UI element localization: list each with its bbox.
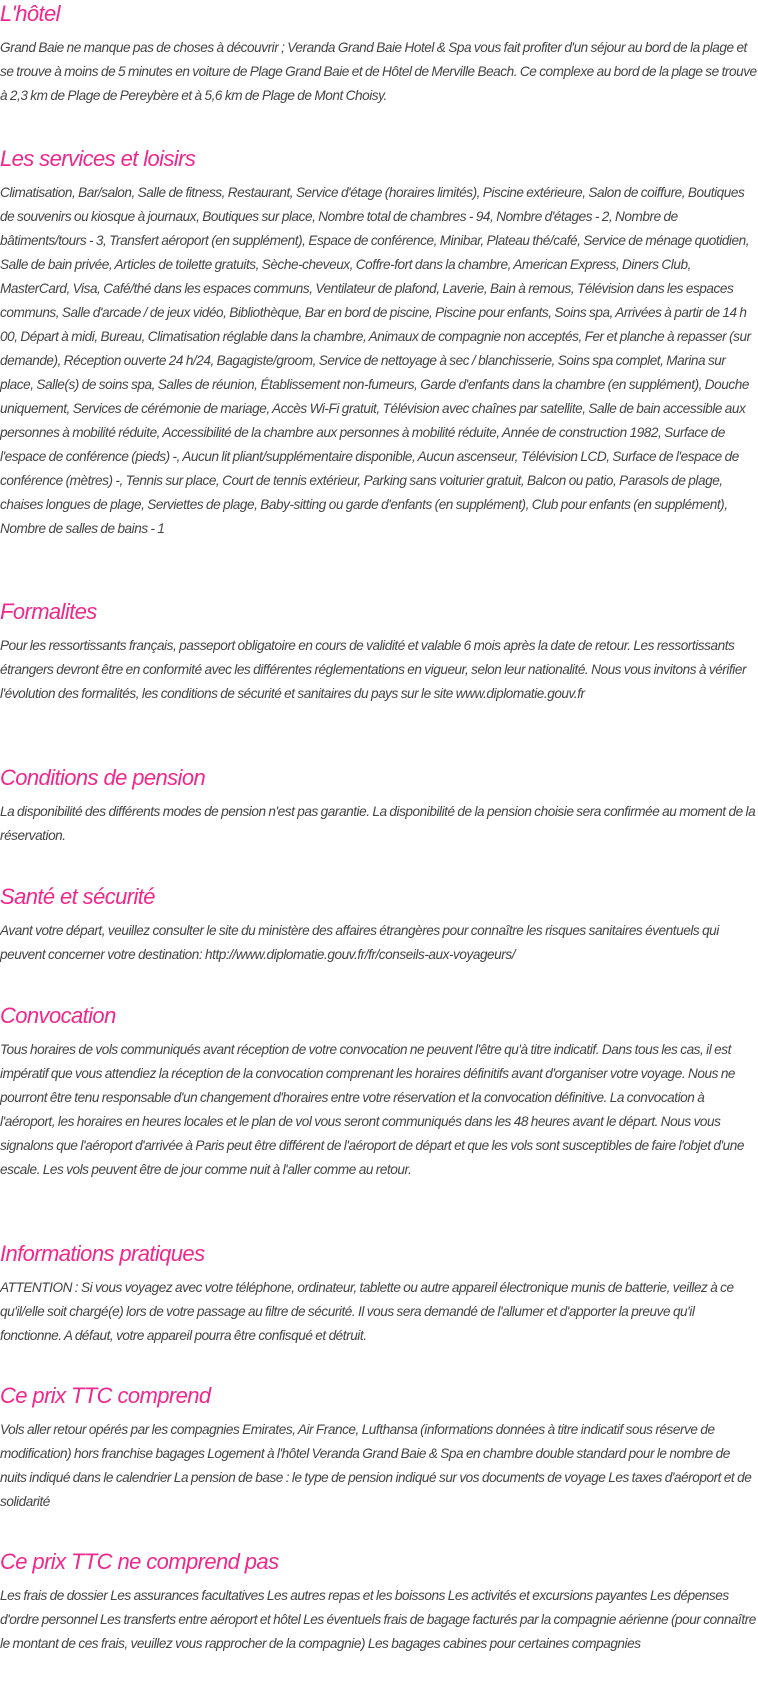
section-sante-securite (0, 883, 758, 967)
section-title: Conditions de pension (0, 765, 206, 790)
section-prix-ne-comprend-pas (0, 1548, 758, 1656)
section-hotel (0, 0, 758, 108)
section-informations-pratiques (0, 1240, 758, 1348)
section-formalites (0, 598, 758, 706)
section-conditions-pension (0, 764, 758, 848)
section-body: Tous horaires de vols communiqués avant réception de votre convocation ne peuvent l'être qu'à titre indicatif. Dans tous les cas, il est impératif que vous attendiez la réception de la convocation comprenant les horaires définitifs avant d'organiser votre voyage. Nous ne pourront être tenu responsable d'un changement d'horaires entre votre réservation et la convocation définitive. La convocation à l'aéroport, les horaires en heures locales et le plan de vol vous seront communiqués dans les 48 heures avant le départ. Nous vous signalons que l'aéroport d'arrivée à Paris peut être différent de l'aéroport de départ et que les vols sont susceptibles de faire l'objet d'une escale. Les vols peuvent être de jour comme nuit à l'aller comme au retour. (0, 1042, 744, 1177)
section-body: La disponibilité des différents modes de pension n'est pas garantie. La disponibilité de la pension choisie sera confirmée au moment de la réservation. (0, 804, 756, 843)
section-title: Ce prix TTC comprend (0, 1383, 211, 1408)
section-body: Pour les ressortissants français, passeport obligatoire en cours de validité et valable 6 mois après la date de retour. Les ressortissants étrangers devront être en conformité avec les différentes réglementations en vigueur, selon leur nationalité. Nous vous invitons à vérifier l'évolution des formalités, les conditions de sécurité et sanitaires du pays sur le site www.diplomatie.gouv.fr (0, 638, 747, 701)
section-title: Ce prix TTC ne comprend pas (0, 1549, 279, 1574)
section-title: L'hôtel (0, 1, 60, 26)
section-body: Grand Baie ne manque pas de choses à découvrir ; Veranda Grand Baie Hotel & Spa vous fait profiter d'un séjour au bord de la plage et se trouve à moins de 5 minutes en voiture de Plage Grand Baie et de Hôtel de Merville Beach. Ce complexe au bord de la plage se trouve à 2,3 km de Plage de Pereybère et à 5,6 km de Plage de Mont Choisy. (0, 40, 757, 103)
section-body: Les frais de dossier Les assurances facultatives Les autres repas et les boissons Les activités et excursions payantes Les dépenses d'ordre personnel Les transferts entre aéroport et hôtel Les éventuels frais de bagage facturés par la compagnie aérienne (pour connaître le montant de ces frais, veuillez vous rapprocher de la compagnie) Les bagages cabines pour certaines compagnies (0, 1588, 756, 1651)
section-body: ATTENTION : Si vous voyagez avec votre téléphone, ordinateur, tablette ou autre appareil électronique munis de batterie, veillez à ce qu'il/elle soit chargé(e) lors de votre passage au filtre de sécurité. Il vous sera demandé de l'allumer et d'apporter la preuve qu'il fonctionne. A défaut, votre appareil pourra être confisqué et détruit. (0, 1280, 734, 1343)
section-title: Santé et sécurité (0, 884, 155, 909)
section-body: Vols aller retour opérés par les compagnies Emirates, Air France, Lufthansa (informations données à titre indicatif sous réserve de modification) hors franchise bagages Logement à l'hôtel Veranda Grand Baie & Spa en chambre double standard pour le nombre de nuits indiqué dans le calendrier La pension de base : le type de pension indiqué sur vos documents de voyage Les taxes d'aéroport et de solidarité (0, 1422, 752, 1509)
section-convocation (0, 1002, 758, 1182)
section-body: Avant votre départ, veuillez consulter le site du ministère des affaires étrangères pour connaître les risques sanitaires éventuels qui peuvent concerner votre destination: http://www.diplomatie.gouv.fr/fr/conseils-aux-voyageurs/ (0, 923, 719, 962)
section-body: Climatisation, Bar/salon, Salle de fitness, Restaurant, Service d'étage (horaires limités), Piscine extérieure, Salon de coiffure, Boutiques de souvenirs ou kiosque à journaux, Boutiques sur place, Nombre total de chambres - 94, Nombre d'étages - 2, Nombre de bâtiments/tours - 3, Transfert aéroport (en supplément), Espace de conférence, Minibar, Plateau thé/café, Service de ménage quotidien, Salle de bain privée, Articles de toilette gratuits, Sèche-cheveux, Coffre-fort dans la chambre, American Express, Diners Club, MasterCard, Visa, Café/thé dans les espaces communs, Ventilateur de plafond, Laverie, Bain à remous, Télévision dans les espaces communs, Salle d'arcade / de jeux vidéo, Bibliothèque, Bar en bord de piscine, Piscine pour enfants, Soins spa, Arrivées à partir de 14 h 00, Départ à midi, Bureau, Climatisation réglable dans la chambre, Animaux de compagnie non acceptés, Fer et planche à repasser (sur demande), Réception ouverte 24 h/24, Bagagiste/groom, Service de nettoyage à sec / blanchisserie, Soins spa complet, Marina sur place, Salle(s) de soins spa, Salles de réunion, Établissement non-fumeurs, Garde d'enfants dans la chambre (en supplément), Douche uniquement, Services de cérémonie de mariage, Accès Wi-Fi gratuit, Télévision avec chaînes par satellite, Salle de bain accessible aux personnes à mobilité réduite, Accessibilité de la chambre aux personnes à mobilité réduite, Année de construction 1982, Surface de l'espace de conférence (pieds) -, Aucun lit pliant/supplémentaire disponible, Aucun ascenseur, Télévision LCD, Surface de l'espace de conférence (mètres) -, Tennis sur place, Court de tennis extérieur, Parking sans voiturier gratuit, Balcon ou patio, Parasols de plage, chaises longues de plage, Serviettes de plage, Baby-sitting ou garde d'enfants (en supplément), Club pour enfants (en supplément), Nombre de salles de bains - 1 (0, 185, 751, 536)
section-title: Informations pratiques (0, 1241, 205, 1266)
section-services-loisirs (0, 145, 758, 541)
section-title: Convocation (0, 1003, 116, 1028)
section-prix-comprend (0, 1382, 758, 1514)
section-title: Formalites (0, 599, 97, 624)
section-title: Les services et loisirs (0, 146, 196, 171)
